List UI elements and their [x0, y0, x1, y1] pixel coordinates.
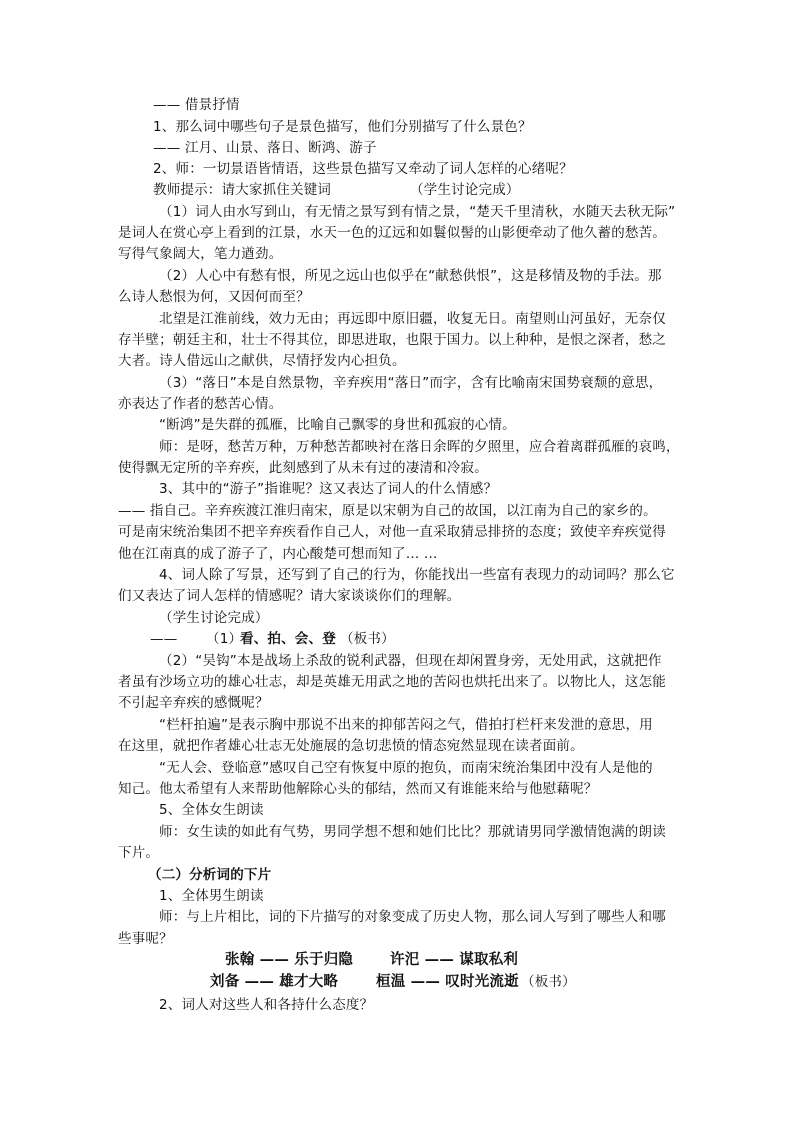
text-line: 1、全体男生朗读	[159, 888, 264, 904]
text-line: 他在江南真的成了游子了，内心酸楚可想而知了… …	[118, 546, 438, 562]
text-line: （2）人心中有愁有恨，所见之远山也似乎在“献愁供恨”，这是移情及物的手法。那	[159, 268, 662, 284]
text-line: 是词人在赏心亭上看到的江景，水天一色的辽远和如鬟似髻的山影便牵动了他久蓄的愁苦。	[118, 225, 666, 241]
section-heading: （二）分析词的下片	[148, 867, 272, 883]
text-line: 亦表达了作者的愁苦心情。	[118, 396, 283, 412]
text-line: （1）	[206, 631, 243, 647]
text-line: 知己。他太希望有人来帮助他解除心头的郁结，然而又有谁能来给与他慰藉呢？	[118, 781, 598, 797]
text-line: （2）“吴钩”本是战场上杀敌的锐利武器，但现在却闲置身旁，无处用武，这就把作	[159, 653, 662, 669]
board-note: （板书）	[521, 974, 576, 990]
text-line: “栏杆拍遍”是表示胸中那说不出来的抑郁苦闷之气，借拍打栏杆来发泄的意思，用	[159, 717, 653, 733]
student-discussion-note: （学生讨论完成）	[410, 182, 520, 198]
text-line: —— 借景抒情	[153, 97, 240, 113]
question-2-lower: 2、词人对这些人和各持什么态度？	[159, 997, 374, 1013]
board-item-xusi: 许汜 —— 谋取私利	[390, 952, 519, 968]
text-line: 师：与上片相比，词的下片描写的对象变成了历史人物，那么词人写到了哪些人和哪	[159, 909, 666, 925]
board-item-zhanghan: 张翰 —— 乐于归隐	[225, 952, 354, 968]
text-line: 北望是江淮前线，效力无由；再远即中原旧疆，收复无日。南望则山河虽好，无奈仅	[159, 311, 666, 327]
key-verbs: 看、拍、会、登	[240, 631, 336, 647]
dash: ——	[150, 631, 178, 647]
text-line: 不引起辛弃疾的感慨呢？	[118, 695, 269, 711]
text-line: 写得气象阔大，笔力遒劲。	[118, 246, 283, 262]
text-line: “无人会、登临意”感叹自己空有恢复中原的抱负，而南宋统治集团中没有人是他的	[159, 760, 653, 776]
text-line: 么诗人愁恨为何，又因何而至？	[118, 289, 310, 305]
student-discussion-note: （学生讨论完成）	[159, 610, 269, 626]
question-3: 3、其中的“游子”指谁呢？这又表达了词人的什么情感？	[159, 481, 498, 497]
board-item-liubei: 刘备 —— 雄才大略	[210, 974, 339, 990]
text-line: 下片。	[118, 845, 160, 861]
text-line: 们又表达了词人怎样的情感呢？请大家谈谈你们的理解。	[118, 588, 461, 604]
question-1: 1、那么词中哪些句子是景色描写，他们分别描写了什么景色？	[153, 119, 532, 135]
text-line: （1）词人由水写到山，有无情之景写到有情之景，“楚天千里清秋，水随天去秋无际”	[159, 204, 676, 220]
text-line: 师：女生读的如此有气势，男同学想不想和她们比比？那就请男同学激情饱满的朗读	[159, 824, 666, 840]
text-line: 些事呢？	[118, 931, 173, 947]
text-line: 师：是呀，愁苦万种，万种愁苦都映衬在落日余晖的夕照里，应合着离群孤雁的哀鸣，	[159, 439, 680, 455]
text-line: 者虽有沙场立功的雄心壮志，却是英雄无用武之地的苦闷也烘托出来了。以物比人，这怎能	[118, 674, 666, 690]
question-4: 4、词人除了写景，还写到了自己的行为，你能找出一些富有表现力的动词吗？那么它	[159, 567, 675, 583]
text-line: 使得飘无定所的辛弃疾，此刻感到了从未有过的凄清和冷寂。	[118, 460, 488, 476]
text-line: 在这里，就把作者雄心壮志无处施展的急切悲愤的情态宛然显现在读者面前。	[118, 738, 584, 754]
text-line: —— 江月、山景、落日、断鸿、游子	[153, 140, 377, 156]
teacher-hint: 教师提示：请大家抓住关键词	[153, 182, 332, 198]
board-item-huanwen: 桓温 —— 叹时光流逝	[376, 974, 519, 990]
question-5: 5、全体女生朗读	[159, 802, 264, 818]
text-line: —— 指自己。辛弃疾渡江淮归南宋，原是以宋朝为自己的故国，以江南为自己的家乡的。	[118, 503, 657, 519]
text-line: 存半壁；朝廷主和，壮士不得其位，即思进取，也限于国力。以上种种，是恨之深者，愁之	[118, 332, 666, 348]
question-2: 2、师：一切景语皆情语，这些景色描写又牵动了词人怎样的心绪呢？	[153, 161, 573, 177]
text-line: （3）“落日”本是自然景物，辛弃疾用“落日”而字，含有比喻南宋国势衰颓的意思，	[159, 375, 663, 391]
text-line: “断鸿”是失群的孤雁，比喻自己飘零的身世和孤寂的心情。	[159, 417, 516, 433]
board-note: （板书）	[340, 631, 395, 647]
text-line: 可是南宋统治集团不把辛弃疾看作自己人，对他一直采取猜忌排挤的态度；致使辛弃疾觉得	[118, 524, 666, 540]
text-line: 大者。诗人借远山之献供，尽情抒发内心担负。	[118, 353, 406, 369]
